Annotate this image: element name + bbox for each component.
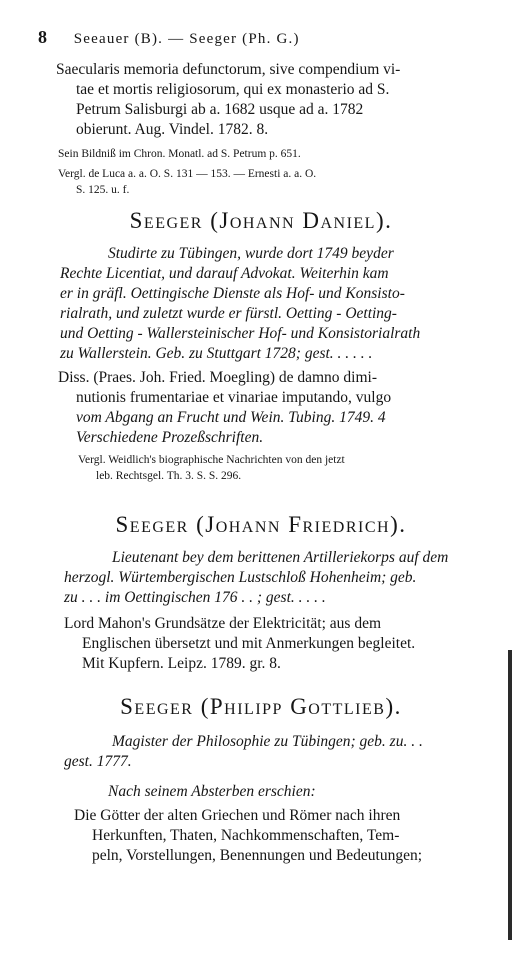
entry-heading: Seeger (Johann Daniel). — [129, 208, 393, 233]
note-line: Vergl. Weidlich's biographische Nachrichten von den jetzt — [78, 454, 345, 466]
bio-line: Rechte Licentiat, und darauf Advokat. Weiterhin kam — [60, 265, 389, 282]
after-line: Nach seinem Absterben erschien: — [108, 783, 316, 800]
entry-works — [58, 368, 506, 448]
bio-line: rialrath, und zuletzt wurde er fürstl. Oetting - Oetting- — [60, 305, 397, 322]
work-line: Englischen übersetzt und mit Anmerkungen begleitet. — [82, 635, 416, 652]
entry-works — [64, 614, 512, 674]
bio-line: zu Wallerstein. Geb. zu Stuttgart 1728; gest. . . . . . — [60, 345, 373, 362]
work-line: peln, Vorstellungen, Benennungen und Bedeutungen; — [92, 847, 423, 864]
bio-line: gest. 1777. — [64, 753, 132, 770]
work-line: Lord Mahon's Grundsätze der Elektricität; aus dem — [64, 615, 382, 632]
work-line: Mit Kupfern. Leipz. 1789. gr. 8. — [82, 655, 281, 672]
top-entry — [58, 60, 506, 198]
entry-heading: Seeger (Johann Friedrich). — [115, 512, 407, 537]
work-line: Die Götter der alten Griechen und Römer nach ihren — [74, 807, 401, 824]
text-line: tae et mortis religiosorum, qui ex monasterio ad S. — [76, 81, 390, 98]
text-line: Saecularis memoria defunctorum, sive compendium vi- — [56, 61, 401, 78]
page-number: 8 — [38, 27, 48, 47]
note-line: S. 125. u. f. — [76, 184, 130, 196]
note-line: leb. Rechtsgel. Th. 3. S. S. 296. — [96, 470, 242, 482]
entry-bio — [64, 548, 512, 608]
entry-notes — [78, 452, 522, 484]
entry-bio — [60, 244, 508, 364]
bio-line: Studirte zu Tübingen, wurde dort 1749 beyder — [108, 245, 394, 262]
work-line: Diss. (Praes. Joh. Fried. Moegling) de damno dimi- — [58, 369, 378, 386]
entry-works — [74, 806, 522, 866]
work-line: Verschiedene Prozeßschriften. — [76, 429, 264, 446]
bio-line: Lieutenant bey dem berittenen Artilleriekorps auf dem — [112, 549, 449, 566]
note-line: Sein Bildniß im Chron. Monatl. ad S. Petrum p. 651. — [58, 148, 301, 160]
work-line: Herkunften, Thaten, Nachkommenschaften, Tem- — [92, 827, 400, 844]
entry-bio — [64, 732, 512, 772]
work-line: vom Abgang an Frucht und Wein. Tubing. 1749. 4 — [76, 409, 386, 426]
work-line: nutionis frumentariae et vinariae imputando, vulgo — [76, 389, 392, 406]
text-line: obierunt. Aug. Vindel. 1782. 8. — [76, 121, 269, 138]
bio-line: herzogl. Würtembergischen Lustschloß Hohenheim; geb. — [64, 569, 417, 586]
running-head-title: Seeauer (B). — Seeger (Ph. G.) — [73, 31, 300, 47]
running-head — [38, 27, 508, 48]
bio-line: Magister der Philosophie zu Tübingen; geb. zu. . . — [112, 733, 423, 750]
bio-line: und Oetting - Wallersteinischer Hof- und Konsistorialrath — [60, 325, 421, 342]
note-line: Vergl. de Luca a. a. O. S. 131 — 153. — Ernesti a. a. O. — [58, 168, 317, 180]
bio-line: zu . . . im Oettingischen 176 . . ; gest. . . . . — [64, 589, 326, 606]
bio-line: er in gräfl. Oettingische Dienste als Hof- und Konsisto- — [60, 285, 405, 302]
entry-heading: Seeger (Philipp Gottlieb). — [120, 694, 402, 719]
text-line: Petrum Salisburgi ab a. 1682 usque ad a. 1782 — [76, 101, 364, 118]
scan-edge-shadow — [508, 650, 512, 940]
posthumous-note — [108, 782, 522, 802]
